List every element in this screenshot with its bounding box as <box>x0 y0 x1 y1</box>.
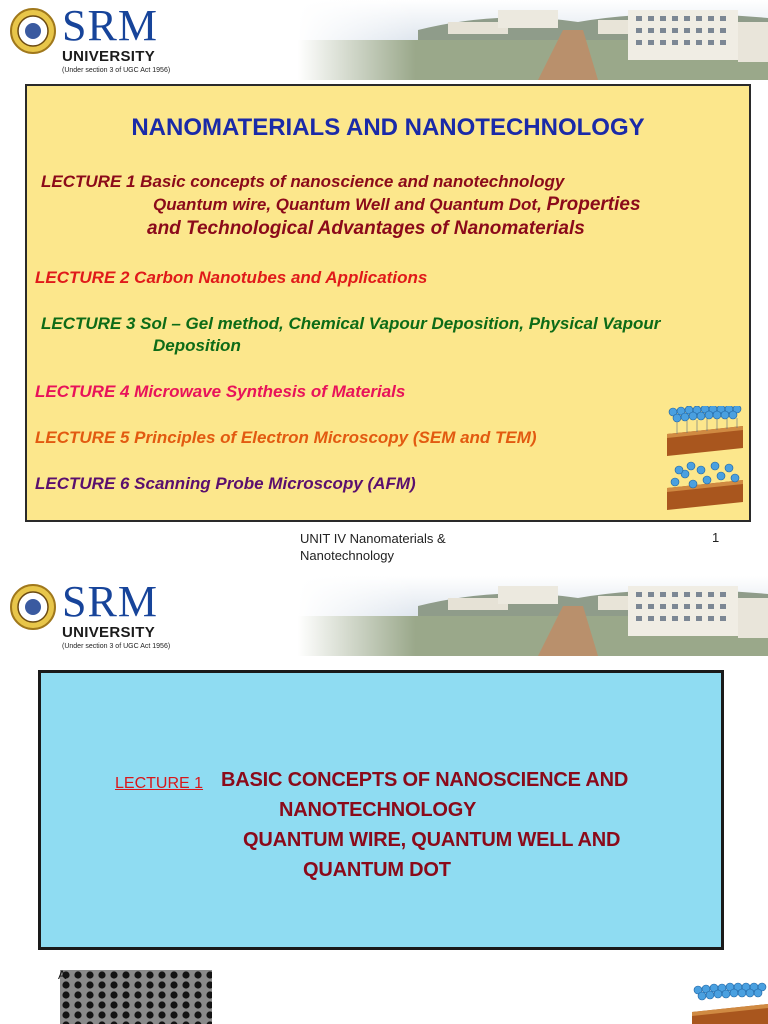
slide-1-title: NANOMATERIALS AND NANOTECHNOLOGY <box>131 114 645 141</box>
srm-logo <box>10 577 171 656</box>
brand-name: SRM <box>62 1 158 50</box>
lecture-3-line-2: Deposition <box>153 336 241 355</box>
nanomesh-image <box>60 970 212 1024</box>
campus-photo <box>298 576 768 656</box>
slide-number: 1 <box>712 530 720 545</box>
university-subtitle: (Under section 3 of UGC Act 1956) <box>62 67 171 74</box>
lecture-1-line-1: LECTURE 1 Basic concepts of nanoscience and nanotechnology <box>41 172 565 191</box>
slide-1-contents <box>25 84 751 522</box>
slide-2-title-box <box>38 670 724 950</box>
lecture-1-line-3: and Technological Advantages of Nanomaterials <box>147 218 585 239</box>
nanolayer-illustration-2 <box>667 460 743 510</box>
nanolayer-illustration-1 <box>667 406 743 456</box>
slide-2-heading-line-1: BASIC CONCEPTS OF NANOSCIENCE AND <box>221 769 629 791</box>
slide-2-heading-line-4: QUANTUM DOT <box>303 859 451 881</box>
lecture-3-line-1: LECTURE 3 Sol – Gel method, Chemical Vapour Deposition, Physical Vapour <box>41 314 661 333</box>
campus-photo <box>298 0 768 80</box>
lecture-4-item: LECTURE 4 Microwave Synthesis of Materials <box>35 382 406 401</box>
slide-footer <box>0 530 768 566</box>
university-seal-icon <box>10 584 56 630</box>
university-label: UNIVERSITY <box>62 48 156 65</box>
srm-logo <box>10 1 171 80</box>
lecture-1-line-2: Quantum wire, Quantum Well and Quantum Dot, Properties <box>153 194 641 215</box>
slide-2-heading-line-3: QUANTUM WIRE, QUANTUM WELL AND <box>243 829 621 851</box>
lecture-5-item: LECTURE 5 Principles of Electron Microscopy (SEM and TEM) <box>35 428 537 447</box>
nanolayer-illustration-3 <box>692 982 768 1024</box>
university-subtitle: (Under section 3 of UGC Act 1956) <box>62 643 171 650</box>
mesh-label: A <box>58 968 67 982</box>
lecture-6-item: LECTURE 6 Scanning Probe Microscopy (AFM) <box>35 474 416 493</box>
slide-2-heading-line-2: NANOTECHNOLOGY <box>279 799 477 821</box>
university-label: UNIVERSITY <box>62 624 156 641</box>
lecture-2-item: LECTURE 2 Carbon Nanotubes and Applications <box>35 268 428 287</box>
university-seal-icon <box>10 8 56 54</box>
footer-unit-title: UNIT IV Nanomaterials & Nanotechnology <box>300 531 446 563</box>
brand-name: SRM <box>62 577 158 626</box>
lecture-tag: LECTURE 1 <box>115 775 204 792</box>
header-banner <box>0 576 768 656</box>
header-banner <box>0 0 768 80</box>
